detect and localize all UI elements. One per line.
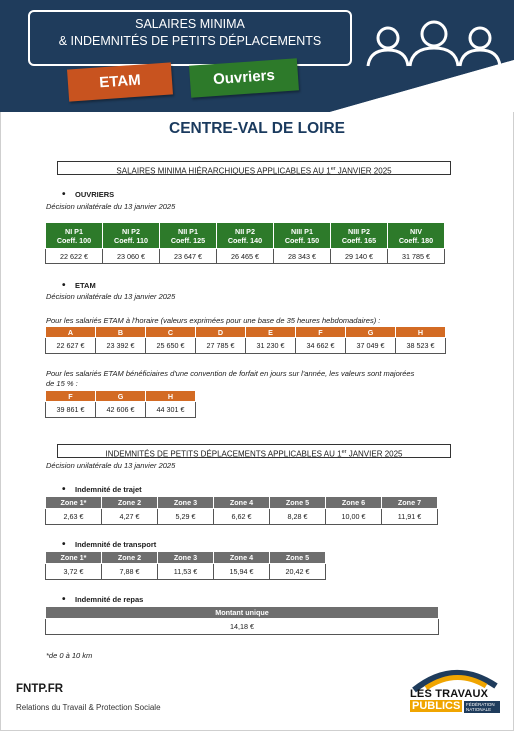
ouvriers-header-cell: [274, 223, 331, 249]
ouvriers-decision: Décision unilatérale du 13 janvier 2025: [46, 202, 176, 211]
header-banner: [0, 0, 514, 112]
level-label: NI P1: [65, 226, 83, 236]
ouvriers-header-cell: [388, 223, 445, 249]
trajet-value-cell: 5,29 €: [158, 509, 214, 525]
etam-forfait-table: [45, 390, 196, 418]
level-label: NII P2: [235, 226, 255, 236]
transport-table: [45, 551, 326, 580]
indemnites-title-sup: er: [341, 449, 347, 455]
etam-label: • ETAM: [75, 281, 96, 290]
zone-header-cell: Zone 5: [270, 497, 326, 509]
ouvriers-value-cell: 31 785 €: [388, 249, 445, 264]
repas-table: [45, 606, 439, 635]
etam-header-cell: E: [246, 327, 296, 338]
indemnites-title-post: JANVIER 2025: [346, 449, 403, 459]
logo-small2: NATIONALE: [466, 707, 492, 712]
zone-header-cell: Zone 5: [270, 552, 326, 564]
ouvriers-value-cell: 28 343 €: [274, 249, 331, 264]
level-label: NII P1: [178, 226, 198, 236]
salaires-title-pre: SALAIRES MINIMA HIÉRARCHIQUES APPLICABLES AU 1: [116, 166, 331, 176]
ouvriers-header-cell: [103, 223, 160, 249]
region-title: CENTRE-VAL DE LOIRE: [169, 120, 345, 137]
transport-value-cell: 11,53 €: [158, 564, 214, 580]
zone-header-cell: Zone 6: [326, 497, 382, 509]
ouvriers-value-cell: 23 060 €: [103, 249, 160, 264]
etam-value-cell: 25 650 €: [146, 338, 196, 354]
ouvriers-value-cell: 23 647 €: [160, 249, 217, 264]
etam-note-horaire: Pour les salariés ETAM à l'horaire (valeurs exprimées pour une base de 35 heures hebdomadaires) :: [46, 316, 381, 325]
etam-value-cell: 23 392 €: [96, 338, 146, 354]
zone-header-cell: Zone 3: [158, 552, 214, 564]
etam-value-cell: 34 662 €: [296, 338, 346, 354]
forfait-header-cell: G: [96, 391, 146, 402]
trajet-value-cell: 10,00 €: [326, 509, 382, 525]
trajet-value-cell: 4,27 €: [102, 509, 158, 525]
ouvriers-value-cell: 29 140 €: [331, 249, 388, 264]
zone-header-cell: Zone 1*: [46, 497, 102, 509]
forfait-value-cell: 44 301 €: [146, 402, 196, 418]
level-label: NIV: [410, 226, 422, 236]
etam-header-cell: B: [96, 327, 146, 338]
repas-header-cell: Montant unique: [46, 607, 439, 619]
zone-header-cell: Zone 4: [214, 552, 270, 564]
etam-value-cell: 38 523 €: [396, 338, 446, 354]
zone-header-cell: Zone 4: [214, 497, 270, 509]
etam-value-cell: 31 230 €: [246, 338, 296, 354]
transport-label: • Indemnité de transport: [75, 540, 156, 549]
level-label: NI P2: [122, 226, 140, 236]
etam-note-forfait-1: Pour les salariés ETAM bénéficiaires d'une convention de forfait en jours sur l'année, les valeurs sont majorées: [46, 369, 415, 378]
transport-value-cell: 3,72 €: [46, 564, 102, 580]
fntp-logo: [404, 664, 504, 720]
trajet-label: • Indemnité de trajet: [75, 485, 142, 494]
zone-footnote: *de 0 à 10 km: [46, 651, 93, 660]
zone-header-cell: Zone 1*: [46, 552, 102, 564]
ouvriers-value-cell: 26 465 €: [217, 249, 274, 264]
forfait-header-cell: F: [46, 391, 96, 402]
ouvriers-value-cell: 22 622 €: [46, 249, 103, 264]
header-title-box: [28, 10, 352, 66]
level-label: NIII P1: [291, 226, 313, 236]
forfait-header-cell: H: [146, 391, 196, 402]
coeff-label: Coeff. 100: [56, 235, 92, 245]
etam-value-cell: 27 785 €: [196, 338, 246, 354]
header-title-line1: SALAIRES MINIMA: [135, 17, 245, 31]
zone-header-cell: Zone 3: [158, 497, 214, 509]
etam-header-cell: C: [146, 327, 196, 338]
ouvriers-header-cell: [46, 223, 103, 249]
trajet-value-cell: 11,91 €: [382, 509, 438, 525]
ouvriers-tag: Ouvriers: [189, 58, 299, 97]
footer-site: FNTP.FR: [16, 683, 64, 695]
etam-value-cell: 22 627 €: [46, 338, 96, 354]
trajet-value-cell: 8,28 €: [270, 509, 326, 525]
etam-header-cell: A: [46, 327, 96, 338]
ouvriers-header-cell: [217, 223, 274, 249]
salaires-title-post: JANVIER 2025: [335, 166, 392, 176]
transport-value-cell: 15,94 €: [214, 564, 270, 580]
transport-value-cell: 7,88 €: [102, 564, 158, 580]
ouvriers-header-cell: [331, 223, 388, 249]
ouvriers-header-cell: [160, 223, 217, 249]
ouvriers-label: • OUVRIERS: [75, 190, 114, 199]
transport-value-cell: 20,42 €: [270, 564, 326, 580]
indemnites-title-pre: INDEMNITÉS DE PETITS DÉPLACEMENTS APPLICABLES AU 1: [105, 449, 342, 459]
etam-header-cell: G: [346, 327, 396, 338]
etam-note-forfait-2: de 15 % :: [46, 379, 78, 388]
salaires-title-sup: er: [330, 166, 336, 172]
etam-header-cell: H: [396, 327, 446, 338]
zone-header-cell: Zone 2: [102, 552, 158, 564]
ouvriers-salary-table: [45, 222, 445, 264]
forfait-value-cell: 39 861 €: [46, 402, 96, 418]
coeff-label: Coeff. 165: [341, 235, 377, 245]
trajet-value-cell: 6,62 €: [214, 509, 270, 525]
trajet-table: [45, 496, 438, 525]
logo-line1: LES TRAVAUX: [410, 688, 489, 700]
etam-salary-table: [45, 326, 446, 354]
trajet-value-cell: 2,63 €: [46, 509, 102, 525]
indemnites-section-title: [57, 444, 451, 458]
etam-tag: ETAM: [67, 62, 173, 101]
etam-decision: Décision unilatérale du 13 janvier 2025: [46, 292, 176, 301]
header-title-line2: & INDEMNITÉS DE PETITS DÉPLACEMENTS: [58, 34, 322, 48]
indemnites-decision: Décision unilatérale du 13 janvier 2025: [46, 461, 176, 470]
people-icon: [360, 18, 510, 68]
etam-header-cell: D: [196, 327, 246, 338]
repas-label: • Indemnité de repas: [75, 595, 143, 604]
logo-small-text: [466, 702, 495, 712]
logo-line2: PUBLICS: [412, 700, 461, 712]
coeff-label: Coeff. 140: [227, 235, 263, 245]
forfait-value-cell: 42 606 €: [96, 402, 146, 418]
coeff-label: Coeff. 110: [114, 235, 148, 245]
coeff-label: Coeff. 125: [170, 235, 206, 245]
zone-header-cell: Zone 2: [102, 497, 158, 509]
repas-value-cell: 14,18 €: [46, 619, 439, 635]
logo-small1: FÉDÉRATION: [466, 702, 495, 707]
etam-header-cell: F: [296, 327, 346, 338]
footer-department: Relations du Travail & Protection Sociale: [16, 703, 161, 712]
level-label: NIII P2: [348, 226, 370, 236]
etam-value-cell: 37 049 €: [346, 338, 396, 354]
zone-header-cell: Zone 7: [382, 497, 438, 509]
salaires-section-title: [57, 161, 451, 175]
coeff-label: Coeff. 150: [284, 235, 320, 245]
coeff-label: Coeff. 180: [398, 235, 434, 245]
